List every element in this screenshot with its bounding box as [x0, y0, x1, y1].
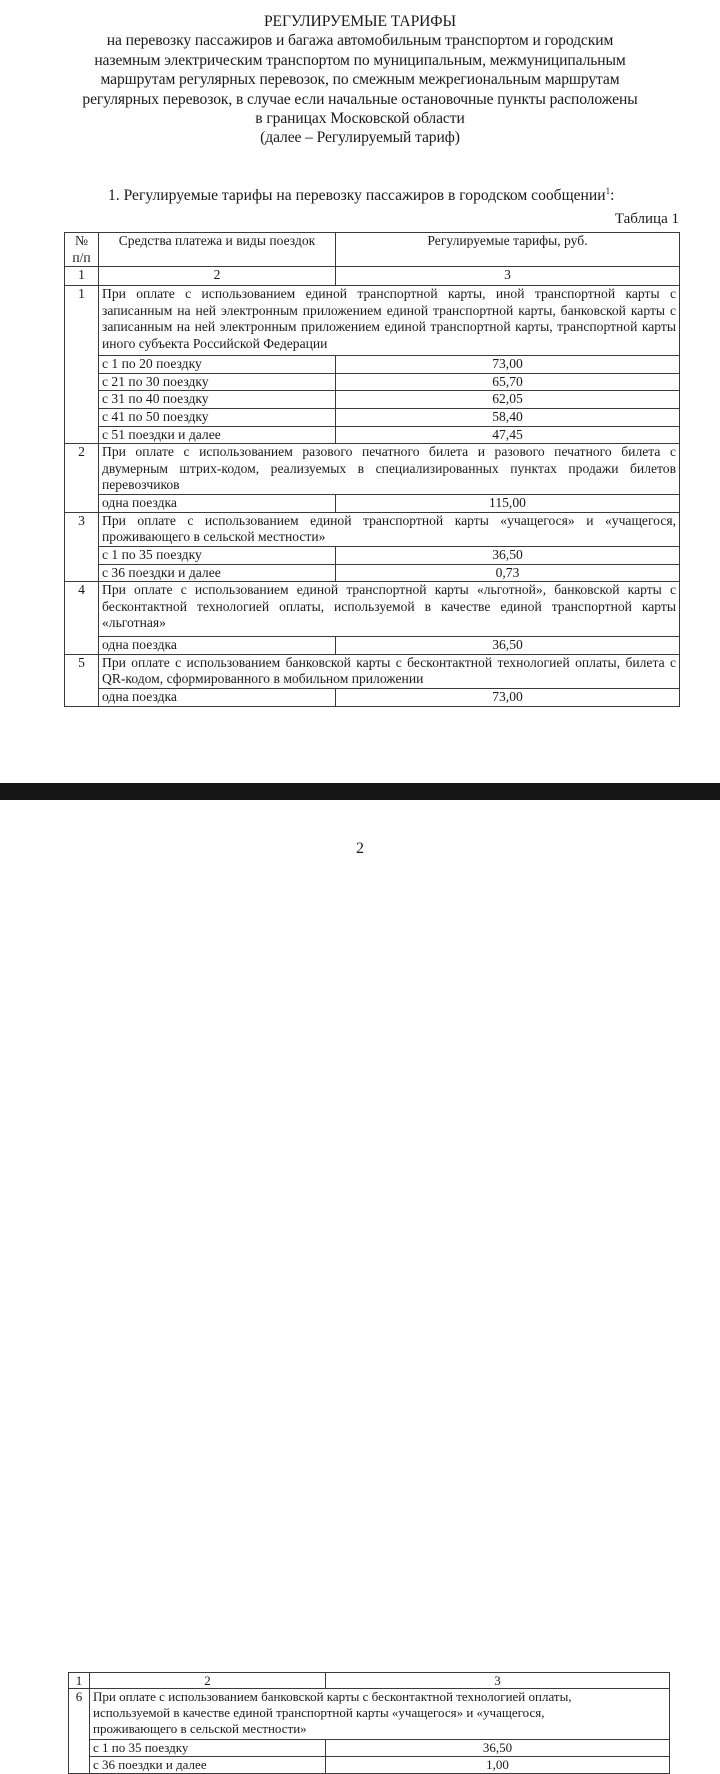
column-index: 1 — [69, 1673, 90, 1689]
table-row — [65, 546, 680, 564]
tariffs-table — [64, 232, 680, 707]
table-row-group-2 — [65, 444, 680, 495]
group-description: При оплате с использованием банковской карты с бесконтактной технологией оплаты, билета с QR-кодом, сформированного в мобильном приложении — [99, 654, 680, 688]
group-description: При оплате с использованием единой транспортной карты «учащегося» и «учащегося, проживающего в сельской местности» — [99, 512, 680, 546]
tariff-value: 115,00 — [336, 495, 680, 513]
description-line: используемой в качестве единой транспортной карты «учащегося» и «учащегося, — [93, 1705, 545, 1720]
document-title-block — [0, 12, 720, 148]
table-row-group-1 — [65, 286, 680, 356]
header-number: № п/п — [65, 233, 99, 267]
section-heading-suffix: : — [610, 187, 615, 204]
group-number: 6 — [69, 1689, 90, 1774]
table-caption: Таблица 1 — [614, 211, 679, 227]
trip-range: с 21 по 30 поездку — [99, 373, 336, 391]
tariff-value: 0,73 — [336, 564, 680, 582]
footnote-marker: 1 — [605, 186, 611, 196]
subtitle-line: в границах Московской области — [255, 110, 465, 128]
page-separator — [0, 783, 720, 800]
table-header-row — [65, 233, 680, 267]
subtitle-line: регулярных перевозок, в случае если начальные остановочные пункты расположены — [82, 90, 638, 108]
section-heading-text: 1. Регулируемые тарифы на перевозку пассажиров в городском сообщении — [108, 187, 606, 204]
group-description: При оплате с использованием единой транспортной карты, иной транспортной карты с записанным на ней электронным приложением единой транспортной карты, банковской карты с записанным на ней электронным приложением единой транспортной карты, транспортной карты иного субъекта Российской Федерации — [99, 286, 680, 356]
tariff-value: 65,70 — [336, 373, 680, 391]
table-row — [65, 495, 680, 513]
table-row-group-3 — [65, 512, 680, 546]
trip-range: с 1 по 35 поездку — [99, 546, 336, 564]
table-row — [65, 356, 680, 374]
column-index-row — [65, 267, 680, 286]
column-index: 3 — [336, 267, 680, 286]
subtitle-line: наземным электрическим транспортом по муниципальным, межмуниципальным — [94, 51, 626, 69]
trip-range: одна поездка — [99, 637, 336, 655]
column-index: 2 — [90, 1673, 326, 1689]
trip-range: с 36 поездки и далее — [90, 1757, 326, 1774]
page-number: 2 — [356, 840, 364, 857]
column-index-row — [69, 1673, 670, 1689]
table-row-group-4 — [65, 582, 680, 637]
table-row — [65, 373, 680, 391]
trip-range: с 1 по 35 поездку — [90, 1740, 326, 1757]
tariff-value: 73,00 — [336, 688, 680, 706]
group-description: При оплате с использованием разового печатного билета и разового печатного билета с двумерным штрих-кодом, реализуемых в специализированных пунктах продажи билетов перевозчиков — [99, 444, 680, 495]
table-row — [65, 426, 680, 444]
header-tariff: Регулируемые тарифы, руб. — [336, 233, 680, 267]
table-row — [65, 637, 680, 655]
subtitle-line: на перевозку пассажиров и багажа автомобильным транспортом и городским — [106, 32, 614, 50]
tariff-value: 36,50 — [336, 546, 680, 564]
group-number: 5 — [65, 654, 99, 706]
tariff-value: 58,40 — [336, 408, 680, 426]
table-row-group-5 — [65, 654, 680, 688]
column-index: 2 — [99, 267, 336, 286]
subtitle-line: (далее – Регулируемый тариф) — [260, 129, 460, 147]
table-row — [65, 408, 680, 426]
table-row — [65, 688, 680, 706]
section-heading — [108, 186, 614, 205]
tariff-value: 47,45 — [336, 426, 680, 444]
description-line: При оплате с использованием банковской карты с бесконтактной технологией оплаты, — [93, 1689, 572, 1704]
tariff-value: 73,00 — [336, 356, 680, 374]
tariff-value: 62,05 — [336, 391, 680, 409]
trip-range: с 31 по 40 поездку — [99, 391, 336, 409]
table-row — [69, 1740, 670, 1757]
table-row — [65, 564, 680, 582]
document-page-1 — [0, 0, 720, 783]
column-index: 3 — [326, 1673, 670, 1689]
table-row-group-6 — [69, 1689, 670, 1740]
description-line: проживающего в сельской местности» — [93, 1721, 307, 1736]
table-row — [65, 391, 680, 409]
tariff-value: 36,50 — [326, 1740, 670, 1757]
column-index: 1 — [65, 267, 99, 286]
trip-range: с 51 поездки и далее — [99, 426, 336, 444]
trip-range: с 1 по 20 поездку — [99, 356, 336, 374]
tariff-value: 36,50 — [336, 637, 680, 655]
table-row — [69, 1757, 670, 1774]
document-title: РЕГУЛИРУЕМЫЕ ТАРИФЫ — [263, 13, 457, 30]
group-description — [90, 1689, 670, 1740]
group-number: 3 — [65, 512, 99, 581]
group-number: 1 — [65, 286, 99, 444]
trip-range: одна поездка — [99, 688, 336, 706]
group-description: При оплате с использованием единой транспортной карты «льготной», банковской карты с бесконтактной технологией оплаты, используемой в качестве единой транспортной карты «льготная» — [99, 582, 680, 637]
group-number: 4 — [65, 582, 99, 655]
document-page-2 — [0, 800, 720, 1772]
trip-range: с 41 по 50 поездку — [99, 408, 336, 426]
tariff-value: 1,00 — [326, 1757, 670, 1774]
trip-range: одна поездка — [99, 495, 336, 513]
group-number: 2 — [65, 444, 99, 513]
trip-range: с 36 поездки и далее — [99, 564, 336, 582]
subtitle-line: маршрутам регулярных перевозок, по смежным межрегиональным маршрутам — [100, 71, 620, 89]
header-payment-method: Средства платежа и виды поездок — [99, 233, 336, 267]
tariffs-table-continued — [68, 1672, 670, 1774]
